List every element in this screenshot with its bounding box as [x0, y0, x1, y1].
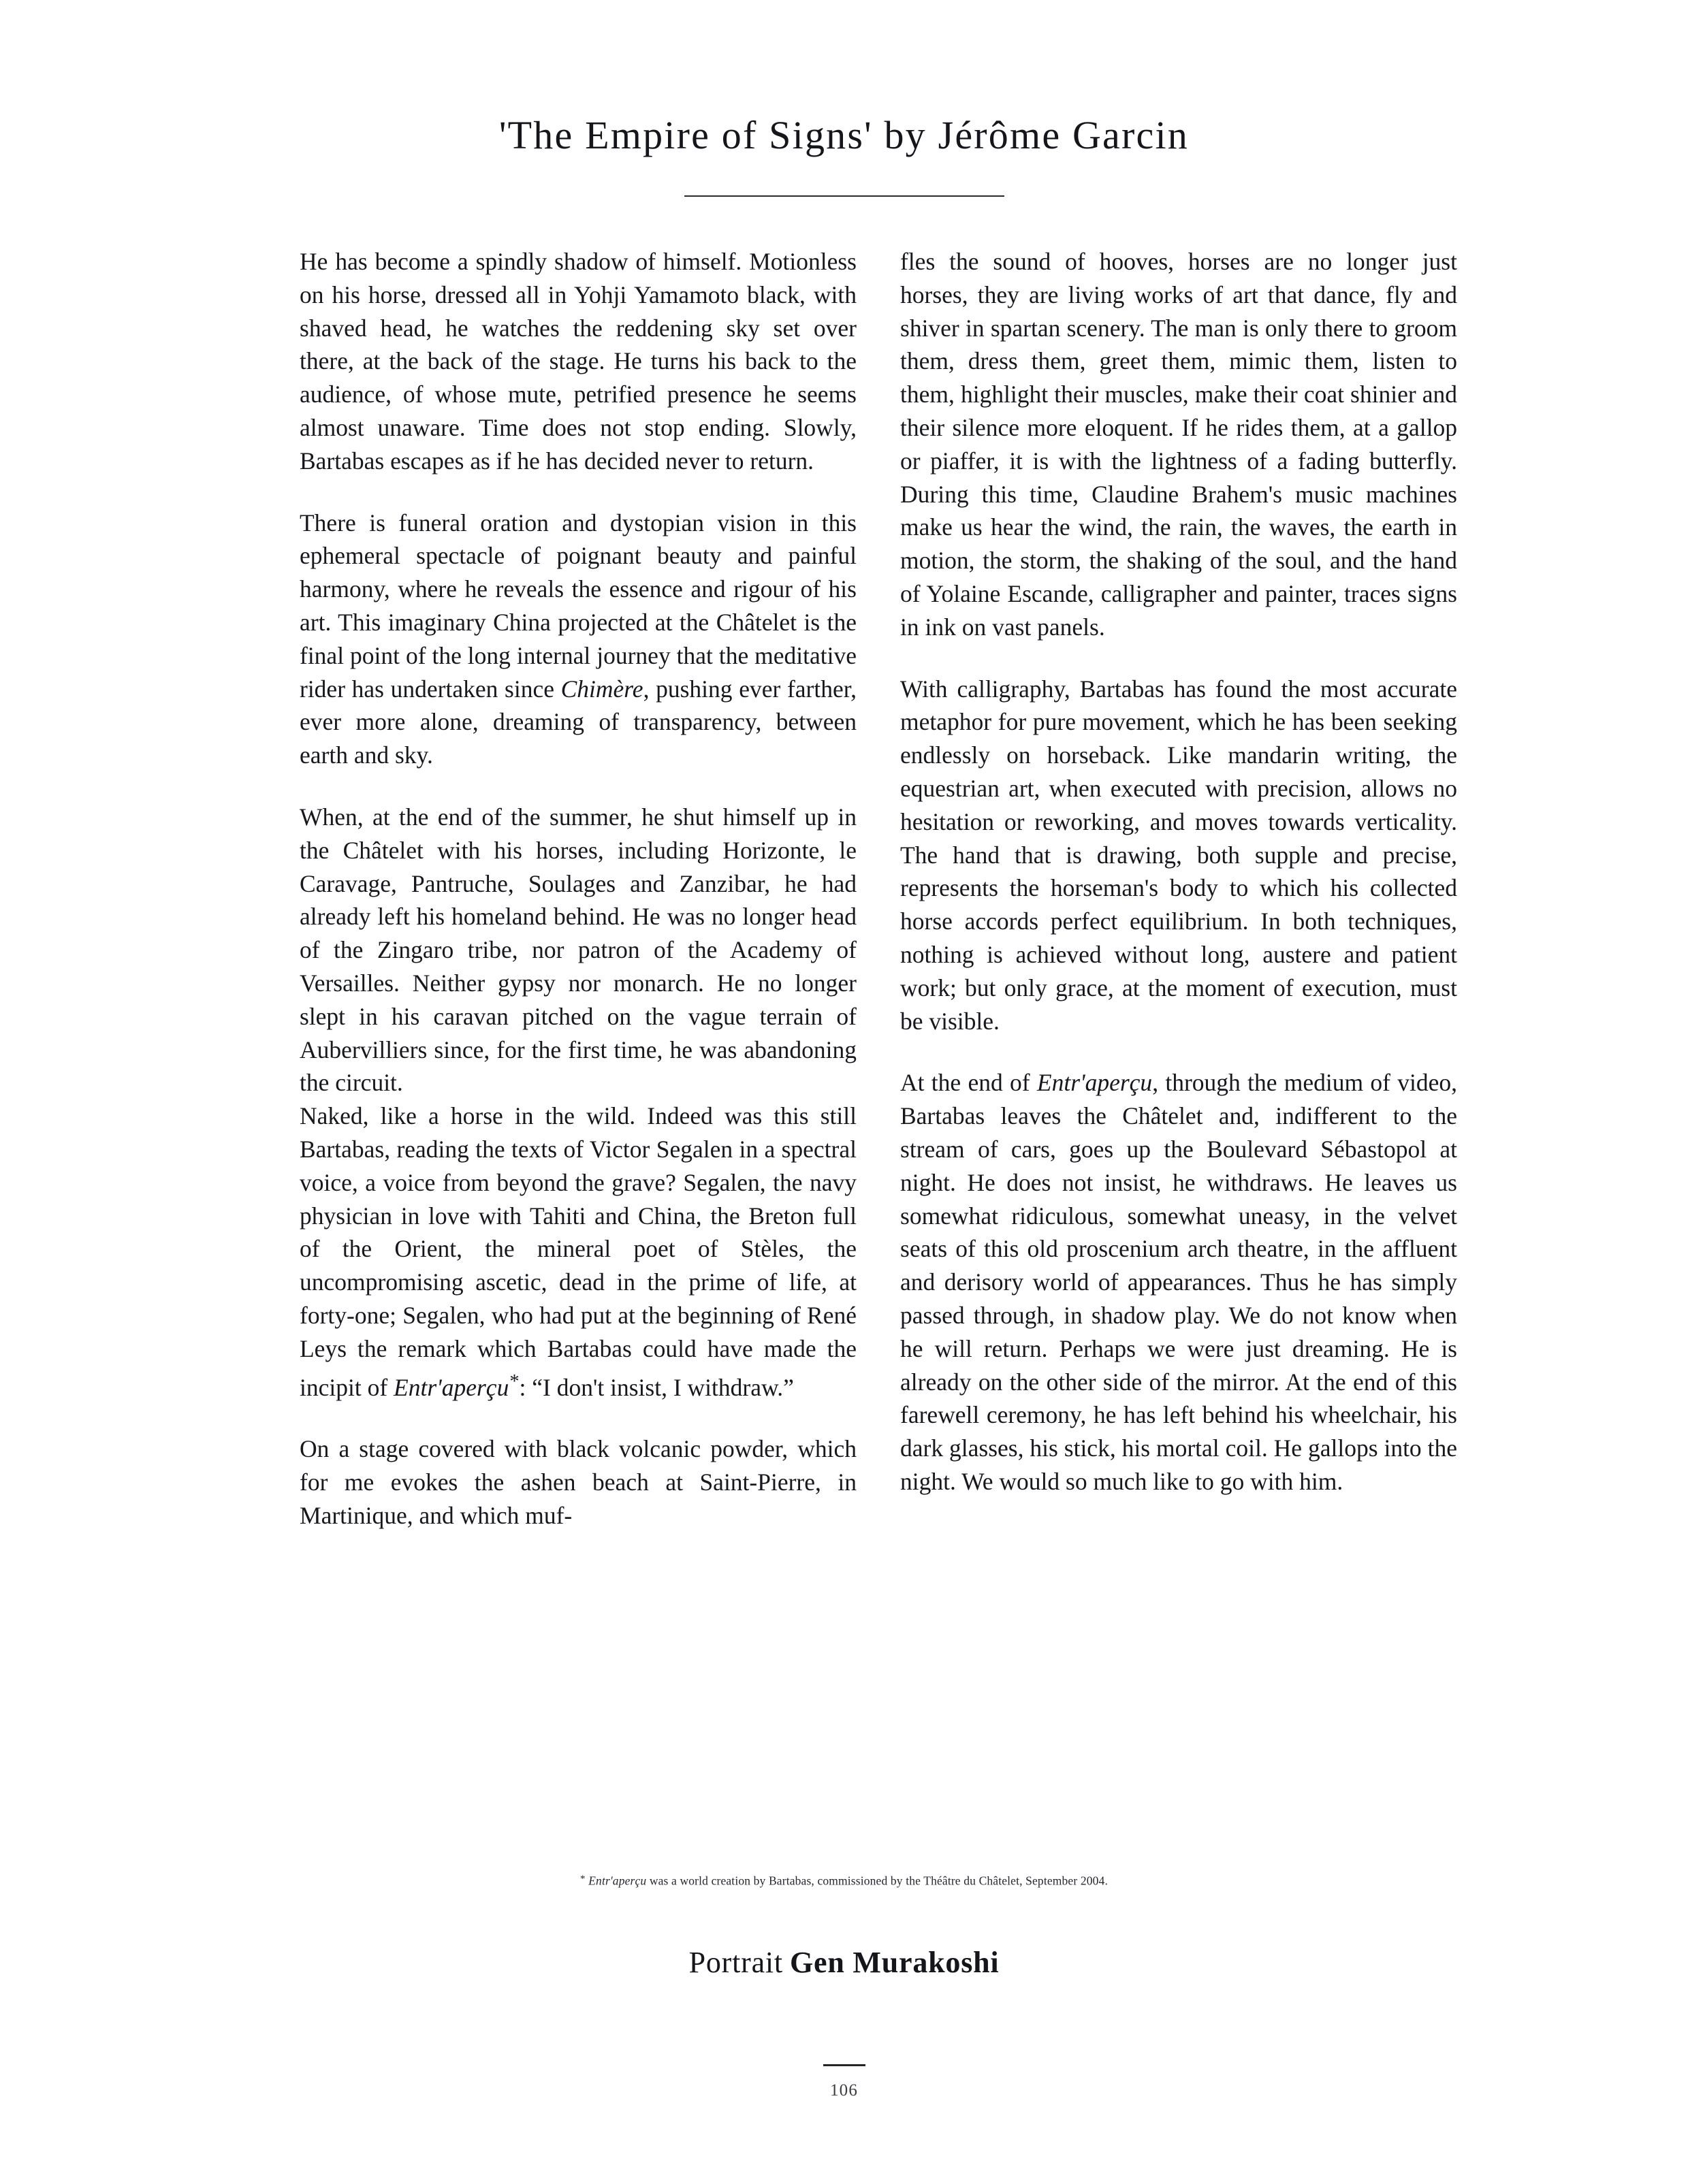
paragraph-text-segment: There is funeral oration and dystopian vision in this ephemeral spectacle of poignant beauty and painful harmony, where he reveals the essence and rigour of his art. This imaginary China projected at the Châtelet is the final point of the long internal journey that the meditative rider has undertaken since	[300, 509, 857, 703]
footnote-reference-marker: *	[509, 1370, 520, 1392]
footnote-marker: *	[580, 1874, 586, 1884]
paragraph-end-of-summer: When, at the end of the summer, he shut himself up in the Châtelet with his horses, including Horizonte, le Caravage, Pantruche, Soulages and Zanzibar, he had already left his homeland behind. He was no longer head of the Zingaro tribe, nor patron of the Academy of Versailles. Neither gypsy nor monarch. He no longer slept in his caravan pitched on the vague terrain of Aubervilliers since, for the first time, he was abandoning the circuit.	[300, 803, 857, 1097]
italic-work-title-entraperçu: Entr'aperçu	[394, 1373, 509, 1401]
article-body-columns	[300, 245, 1457, 1532]
paragraph-naked-like-a-horse	[300, 1099, 857, 1404]
portrait-credit	[0, 1945, 1688, 1980]
portrait-credit-label: Portrait	[688, 1946, 783, 1979]
left-column	[300, 245, 857, 1532]
paragraph-at-the-end	[900, 1066, 1457, 1498]
page-title: 'The Empire of Signs' by Jérôme Garcin	[499, 112, 1189, 157]
paragraph-text-segment: , through the medium of video, Bartabas leaves the Châtelet and, indifferent to the stream of cars, goes up the Boulevard Sébastopol at night. He does not insist, he withdraws. He leaves us somewhat ridiculous, somewhat uneasy, in the velvet seats of this old proscenium arch theatre, in the affluent and derisory world of appearances. Thus he has simply passed through, in shadow play. We do not know when he will return. Perhaps we were just dreaming. He is already on the other side of the mirror. At the end of this farewell ceremony, he has left behind his wheelchair, his dark glasses, his stick, his mortal coil. He gallops into the night. We would so much like to go with him.	[900, 1069, 1458, 1495]
paragraph-text-segment: At the end of	[900, 1069, 1037, 1097]
title-divider-rule	[684, 195, 1004, 197]
footnote	[0, 1871, 1688, 1889]
footnote-text: was a world creation by Bartabas, commissioned by the Théâtre du Châtelet, September 2004.	[646, 1874, 1108, 1888]
masthead	[0, 87, 1688, 197]
paragraph-text-segment: , pushing ever farther, ever more alone, dreaming of transparency, between earth and sky.	[300, 675, 857, 769]
paragraph-funeral-oration	[300, 507, 857, 772]
paragraph-text-segment: : “I don't insist, I withdraw.”	[519, 1373, 794, 1401]
page-footer	[0, 2064, 1688, 2100]
paragraph-text-segment: Naked, like a horse in the wild. Indeed was this still Bartabas, reading the texts of Victor Segalen in a spectral voice, a voice from beyond the grave? Segalen, the navy physician in love with Tahiti and China, the Breton full of the Orient, the mineral poet of Stèles, the uncompromising ascetic, dead in the prime of life, at forty-one; Segalen, who had put at the beginning of René Leys the remark which Bartabas could have made the incipit of	[300, 1102, 857, 1401]
page-number: 106	[829, 2081, 859, 2100]
paragraph-black-volcanic-powder: On a stage covered with black volcanic powder, which for me evokes the ashen beach at Saint-Pierre, in Martinique, and which muf-	[300, 1435, 857, 1529]
footnote-italic-title: Entr'aperçu	[588, 1874, 647, 1888]
paragraph-muffles-hooves: fles the sound of hooves, horses are no longer just horses, they are living works of art that dance, fly and shiver in spartan scenery. The man is only there to groom them, dress them, greet them, mimic them, listen to them, highlight their muscles, make their coat shinier and their silence more eloquent. If he rides them, at a gallop or piaffer, it is with the lightness of a fading butterfly. During this time, Claudine Brahem's music machines make us hear the wind, the rain, the waves, the earth in motion, the storm, the shaking of the soul, and the hand of Yolaine Escande, calligrapher and painter, traces signs in ink on vast panels.	[900, 248, 1457, 641]
paragraph-with-calligraphy: With calligraphy, Bartabas has found the most accurate metaphor for pure movement, which he has been seeking endlessly on horseback. Like mandarin writing, the equestrian art, when executed with precision, allows no hesitation or reworking, and moves towards verticality. The hand that is drawing, both supple and precise, represents the horseman's body to which his collected horse accords perfect equilibrium. In both techniques, nothing is achieved without long, austere and patient work; but only grace, at the moment of execution, must be visible.	[900, 675, 1457, 1035]
italic-work-title-chimere: Chimère	[560, 675, 643, 703]
footer-divider-rule	[823, 2064, 865, 2066]
portrait-credit-name: Gen Murakoshi	[789, 1946, 1000, 1979]
paragraph-opening: He has become a spindly shadow of himself. Motionless on his horse, dressed all in Yohji Yamamoto black, with shaved head, he watches the reddening sky set over there, at the back of the stage. He turns his back to the audience, of whose mute, petrified presence he seems almost unaware. Time does not stop ending. Slowly, Bartabas escapes as if he has decided never to return.	[300, 248, 857, 475]
right-column	[900, 245, 1457, 1498]
italic-work-title-entraperçu: Entr'aperçu	[1036, 1069, 1153, 1097]
